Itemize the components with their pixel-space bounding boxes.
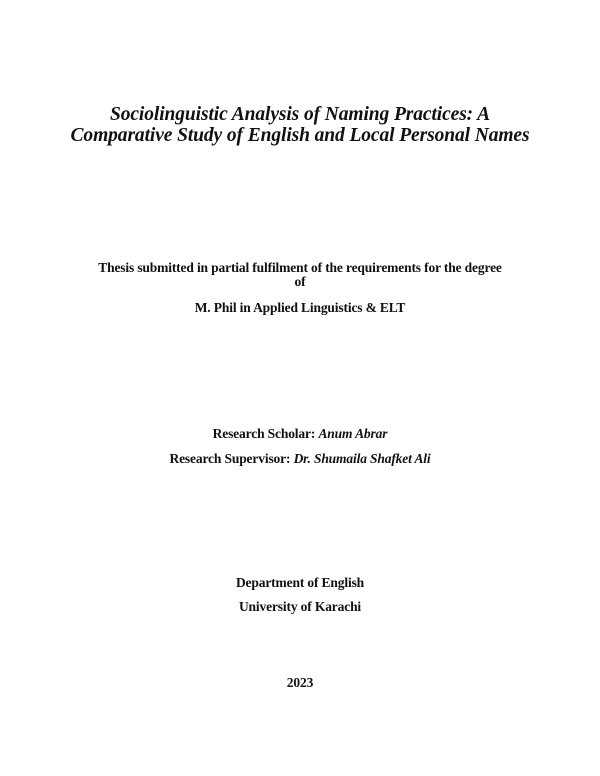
- research-scholar-label: Research Scholar:: [212, 426, 319, 441]
- research-supervisor: [0, 451, 600, 467]
- submission-statement: Thesis submitted in partial fulfilment of the requirements for the degree: [98, 260, 502, 275]
- department-name: Department of English: [235, 575, 365, 590]
- research-supervisor-name: Dr. Shumaila Shafket Ali: [293, 451, 431, 466]
- submission-year: 2023: [286, 675, 314, 690]
- university-name: University of Karachi: [238, 599, 362, 614]
- thesis-title-line-2: Comparative Study of English and Local Personal Names: [70, 125, 530, 146]
- thesis-title-line-1: Sociolinguistic Analysis of Naming Practices: A: [109, 104, 491, 125]
- research-scholar: [0, 426, 600, 442]
- submission-statement-of: of: [294, 274, 306, 289]
- research-scholar-name: Anum Abrar: [318, 426, 388, 441]
- degree-name: M. Phil in Applied Linguistics & ELT: [194, 300, 406, 315]
- research-supervisor-label: Research Supervisor:: [169, 451, 294, 466]
